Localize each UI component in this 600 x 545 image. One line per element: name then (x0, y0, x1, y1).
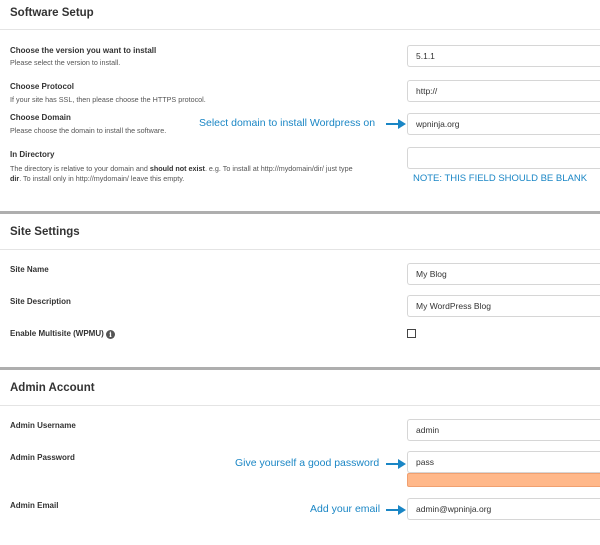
section-separator (0, 367, 600, 370)
admin-username-label: Admin Username (10, 421, 76, 430)
site-description-input[interactable]: My WordPress Blog (407, 295, 600, 317)
protocol-description: If your site has SSL, then please choose the HTTPS protocol. (10, 95, 206, 104)
multisite-label: Enable Multisite (WPMU) i (10, 329, 115, 339)
admin-email-label: Admin Email (10, 501, 59, 510)
domain-annotation: Select domain to install Wordpress on (199, 117, 376, 129)
version-select[interactable]: 5.1.1 (407, 45, 600, 67)
arrow-right-icon (386, 118, 406, 130)
admin-account-title: Admin Account (10, 382, 95, 394)
site-description-label: Site Description (10, 297, 71, 306)
site-name-input[interactable]: My Blog (407, 263, 600, 285)
password-strength-meter (407, 473, 600, 487)
directory-label: In Directory (10, 150, 55, 159)
section-divider (0, 405, 600, 406)
site-name-label: Site Name (10, 265, 49, 274)
domain-label: Choose Domain (10, 113, 71, 122)
protocol-select[interactable]: http:// (407, 80, 600, 102)
version-description: Please select the version to install. (10, 58, 121, 67)
arrow-right-icon (386, 458, 406, 470)
domain-select[interactable]: wpninja.org (407, 113, 600, 135)
site-settings-title: Site Settings (10, 226, 80, 238)
section-divider (0, 249, 600, 250)
admin-password-input[interactable]: pass (407, 451, 600, 473)
domain-description: Please choose the domain to install the software. (10, 126, 167, 135)
directory-note: NOTE: THIS FIELD SHOULD BE BLANK (413, 173, 588, 184)
admin-password-label: Admin Password (10, 453, 75, 462)
admin-email-input[interactable]: admin@wpninja.org (407, 498, 600, 520)
software-setup-title: Software Setup (10, 7, 94, 19)
email-annotation: Add your email (310, 503, 381, 515)
arrow-right-icon (386, 504, 406, 516)
password-annotation: Give yourself a good password (235, 457, 380, 469)
section-separator (0, 211, 600, 214)
directory-input[interactable] (407, 147, 600, 169)
admin-username-input[interactable]: admin (407, 419, 600, 441)
section-divider (0, 29, 600, 30)
multisite-checkbox[interactable] (407, 329, 416, 338)
version-label: Choose the version you want to install (10, 46, 157, 55)
directory-description: The directory is relative to your domain and should not exist. e.g. To install at http://mydomain/dir/ just type dir. To install only in http://mydomain/ leave this empty. (10, 164, 353, 183)
info-icon[interactable]: i (106, 330, 115, 339)
protocol-label: Choose Protocol (10, 82, 75, 91)
